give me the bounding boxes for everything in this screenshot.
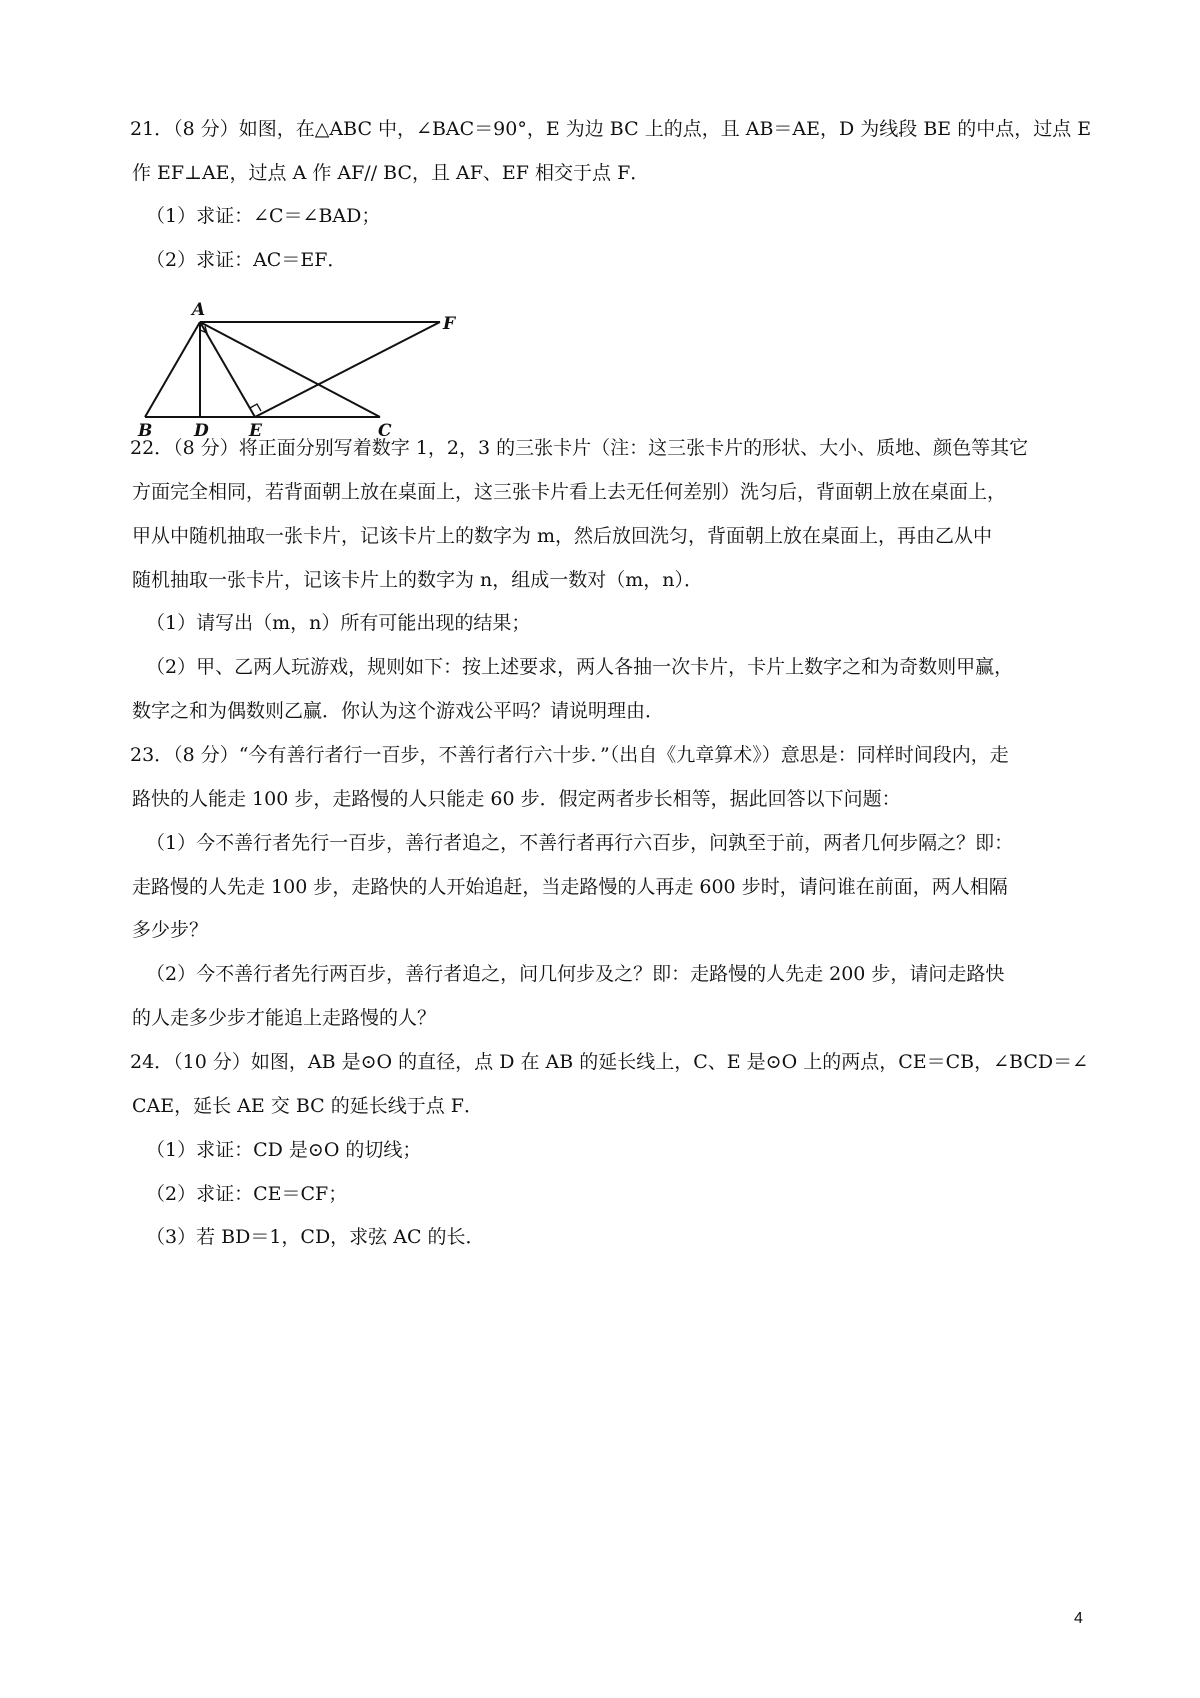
q22-line-4: 随机抽取一张卡片，记该卡片上的数字为 n，组成一数对（m，n）． [132,569,704,591]
segment-ef [255,322,440,417]
page-number: 4 [1074,1610,1083,1627]
q23-line-1: 23．（8 分）“今有善行者行一百步，不善行者行六十步．”（出自《九章算术》）意思是：同样时间段内，走 [130,744,1009,766]
q21-line-1: 21．（8 分）如图，在△ABC 中，∠BAC＝90°，E 为边 BC 上的点，且 AB＝AE，D 为线段 BE 的中点，过点 E [130,118,1092,140]
q23-part-1-line-1: （1）今不善行者先行一百步，善行者追之，不善行者再行六百步，问孰至于前，两者几何步隔之？即： [146,832,1014,854]
q21-line-2: 作 EF⊥AE，过点 A 作 AF// BC，且 AF、EF 相交于点 F． [132,162,650,184]
q23-part-1-line-2: 走路慢的人先走 100 步，走路快的人开始追赶，当走路慢的人再走 600 步时，请问谁在前面，两人相隔 [132,876,1008,898]
q22-part-2-line-2: 数字之和为偶数则乙赢．你认为这个游戏公平吗？请说明理由． [132,700,665,722]
q22-part-1: （1）请写出（m，n）所有可能出现的结果； [146,612,531,634]
label-f: F [443,314,456,334]
label-a: A [192,300,206,320]
q22-part-2-line-1: （2）甲、乙两人玩游戏，规则如下：按上述要求，两人各抽一次卡片，卡片上数字之和为奇数则甲赢， [146,656,1014,678]
q24-part-3: （3）若 BD＝1，CD，求弦 AC 的长． [146,1226,485,1248]
q24-part-1: （1）求证：CD 是⊙O 的切线； [146,1139,422,1161]
q24-part-2: （2）求证：CE＝CF； [146,1183,348,1205]
q21-part-1: （1）求证：∠C＝∠BAD； [146,205,381,227]
q23-part-1-line-3: 多少步？ [132,919,209,941]
q23-part-2-line-2: 的人走多少步才能追上走路慢的人？ [132,1007,437,1029]
q22-line-2: 方面完全相同，若背面朝上放在桌面上，这三张卡片看上去无任何差别）洗匀后，背面朝上放在桌面上， [132,481,1007,503]
label-d: D [194,421,209,441]
q22-line-3: 甲从中随机抽取一张卡片，记该卡片上的数字为 m，然后放回洗匀，背面朝上放在桌面上，再由乙从中 [132,525,993,547]
q22-line-1: 22．（8 分）将正面分别写着数字 1，2，3 的三张卡片（注：这三张卡片的形状、大小、质地、颜色等其它 [130,437,1029,459]
q24-line-2: CAE，延长 AE 交 BC 的延长线于点 F． [132,1095,483,1117]
q21-geometry-figure [138,300,480,441]
label-b: B [138,421,153,441]
label-e: E [249,421,262,441]
q23-line-2: 路快的人能走 100 步，走路慢的人只能走 60 步．假定两者步长相等，据此回答以下问题： [132,788,901,810]
q24-line-1: 24．（10 分）如图，AB 是⊙O 的直径，点 D 在 AB 的延长线上，C、E 是⊙O 上的两点，CE＝CB，∠BCD＝∠ [130,1051,1089,1073]
q21-part-2: （2）求证：AC＝EF． [146,249,347,271]
label-c: C [378,421,392,441]
q23-part-2-line-1: （2）今不善行者先行两百步，善行者追之，问几何步及之？即：走路慢的人先走 200 步，请问走路快 [146,963,1005,985]
segment-ab [145,322,200,417]
